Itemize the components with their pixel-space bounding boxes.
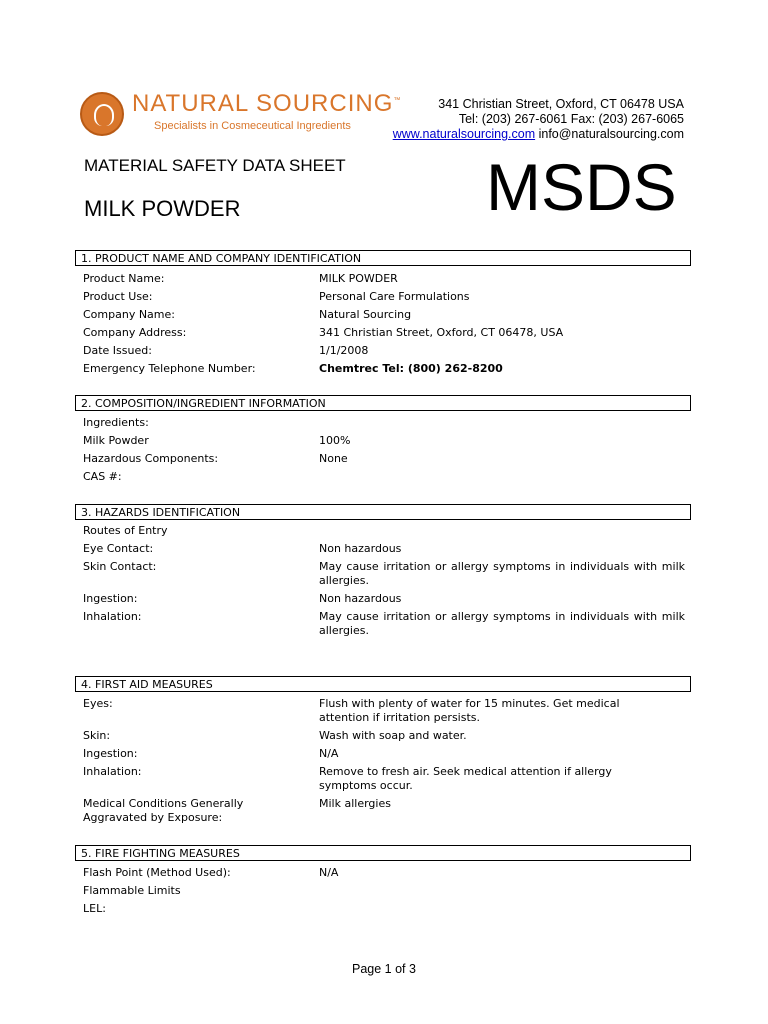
row-value: Remove to fresh air. Seek medical attention if allergy symptoms occur. <box>319 765 612 792</box>
product-title: MILK POWDER <box>84 196 241 221</box>
row-value: MILK POWDER <box>319 272 398 285</box>
row-value: Non hazardous <box>319 592 402 605</box>
row-label: Hazardous Components: <box>83 452 219 465</box>
leaf-seal-icon <box>80 92 124 136</box>
row-label: LEL: <box>83 902 106 915</box>
page-number: Page 1 of 3 <box>352 962 416 976</box>
row-value: Flush with plenty of water for 15 minutes. Get medical attention if irritation persists. <box>319 697 620 724</box>
row-label: Company Address: <box>83 326 187 339</box>
company-phone: Tel: (203) 267-6061 Fax: (203) 267-6065 <box>458 112 684 126</box>
row-label: Date Issued: <box>83 344 152 357</box>
section-3-heading: 3. HAZARDS IDENTIFICATION <box>75 504 691 520</box>
row-value: Wash with soap and water. <box>319 729 467 742</box>
section-2-heading: 2. COMPOSITION/INGREDIENT INFORMATION <box>75 395 691 411</box>
section-1-heading: 1. PRODUCT NAME AND COMPANY IDENTIFICATION <box>75 250 691 266</box>
row-label: Eye Contact: <box>83 542 154 555</box>
company-logo <box>80 88 402 142</box>
logo-tagline: Specialists in Cosmeceutical Ingredients <box>154 120 351 132</box>
section-5-heading: 5. FIRE FIGHTING MEASURES <box>75 845 691 861</box>
emergency-phone: Chemtrec Tel: (800) 262-8200 <box>319 362 503 375</box>
row-label: Emergency Telephone Number: <box>83 362 256 375</box>
row-value: 100% <box>319 434 351 447</box>
row-value: 1/1/2008 <box>319 344 369 357</box>
row-value: Personal Care Formulations <box>319 290 470 303</box>
logo-name: NATURAL SOURCING™ <box>132 90 402 117</box>
row-value: Natural Sourcing <box>319 308 412 321</box>
row-label: Flammable Limits <box>83 884 181 897</box>
email-address[interactable]: info@naturalsourcing.com <box>538 127 684 141</box>
row-label: Product Name: <box>83 272 165 285</box>
msds-heading: MSDS <box>486 150 677 224</box>
row-label: Ingredients: <box>83 416 149 429</box>
row-label: Medical Conditions Generally Aggravated by Exposure: <box>83 797 244 824</box>
row-label: Skin: <box>83 729 111 742</box>
row-label: Routes of Entry <box>83 524 168 537</box>
row-label: Product Use: <box>83 290 153 303</box>
website-link[interactable]: www.naturalsourcing.com <box>392 127 536 141</box>
row-label: Ingestion: <box>83 592 138 605</box>
row-label: Inhalation: <box>83 610 142 623</box>
row-value: 341 Christian Street, Oxford, CT 06478, USA <box>319 326 564 339</box>
document-title: MATERIAL SAFETY DATA SHEET <box>84 156 346 175</box>
row-label: Company Name: <box>83 308 175 321</box>
row-label: Milk Powder <box>83 434 149 447</box>
row-label: Ingestion: <box>83 747 138 760</box>
row-label: CAS #: <box>83 470 122 483</box>
row-value: N/A <box>319 747 339 760</box>
row-value: May cause irritation or allergy symptoms in individuals with milk allergies. <box>319 560 685 587</box>
row-value: Milk allergies <box>319 797 391 810</box>
row-value: Non hazardous <box>319 542 402 555</box>
row-label: Skin Contact: <box>83 560 157 573</box>
row-value: N/A <box>319 866 339 879</box>
company-contact-line <box>393 127 684 142</box>
row-label: Eyes: <box>83 697 113 710</box>
row-label: Inhalation: <box>83 765 142 778</box>
section-4-heading: 4. FIRST AID MEASURES <box>75 676 691 692</box>
row-value: None <box>319 452 348 465</box>
row-label: Flash Point (Method Used): <box>83 866 231 879</box>
row-value: May cause irritation or allergy symptoms in individuals with milk allergies. <box>319 610 685 637</box>
company-address: 341 Christian Street, Oxford, CT 06478 USA <box>438 97 684 111</box>
